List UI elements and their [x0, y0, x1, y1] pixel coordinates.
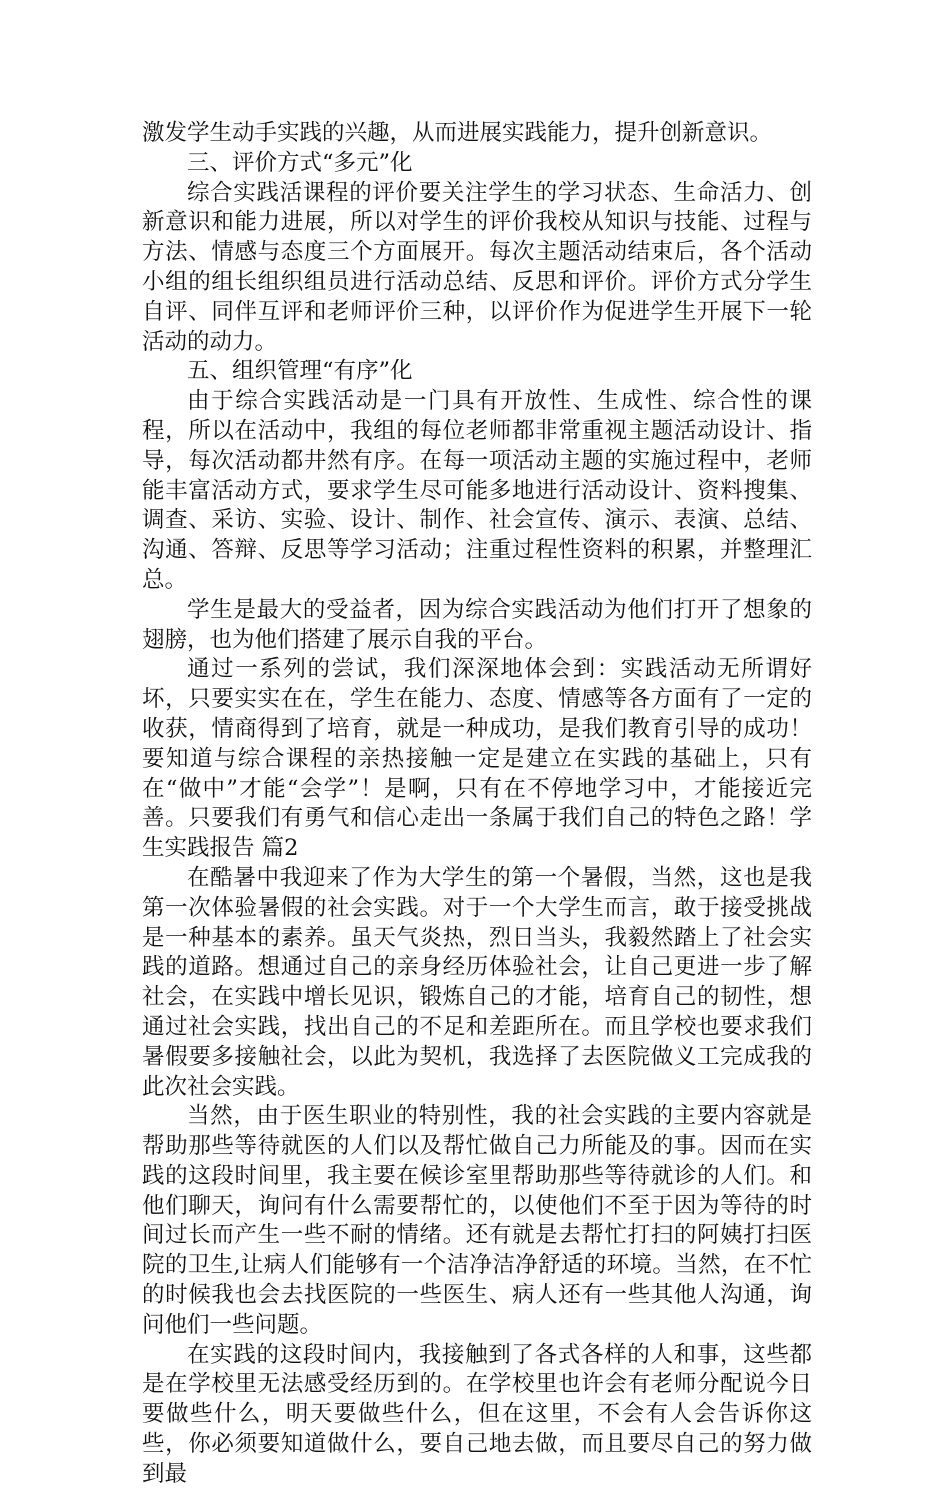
paragraph: 由于综合实践活动是一门具有开放性、生成性、综合性的课程，所以在活动中，我组的每位老师都非常重视主题活动设计、指导，每次活动都井然有序。在每一项活动主题的实施过程中，老师能丰富活动方式，要求学生尽可能多地进行活动设计、资料搜集、调查、采访、实验、设计、制作、社会宣传、演示、表演、总结、沟通、答辩、反思等学习活动；注重过程性资料的积累，并整理汇总。: [142, 388, 812, 593]
paragraph: 学生是最大的受益者，因为综合实践活动为他们打开了想象的翅膀，也为他们搭建了展示自我的平台。: [142, 596, 812, 653]
section-heading-evaluation: 三、评价方式“多元”化: [187, 149, 413, 176]
section-heading-management: 五、组织管理“有序”化: [187, 358, 413, 385]
paragraph: 通过一系列的尝试，我们深深地体会到：实践活动无所谓好坏，只要实实在在，学生在能力、态度、情感等各方面有了一定的收获，情商得到了培育，就是一种成功，是我们教育引导的成功！要知道与综合课程的亲热接触一定是建立在实践的基础上，只有在“做中”才能“会学”！是啊，只有在不停地学习中，才能接近完善。只要我们有勇气和信心走出一条属于我们自己的特色之路！学生实践报告 篇2: [142, 656, 812, 862]
paragraph: 综合实践活课程的评价要关注学生的学习状态、生命活力、创新意识和能力进展，所以对学生的评价我校从知识与技能、过程与方法、情感与态度三个方面展开。每次主题活动结束后，各个活动小组的组长组织组员进行活动总结、反思和评价。评价方式分学生自评、同伴互评和老师评价三种，以评价作为促进学生开展下一轮活动的动力。: [142, 179, 812, 355]
paragraph-continuation: 激发学生动手实践的兴趣，从而进展实践能力，提升创新意识。: [142, 120, 773, 146]
paragraph: 在酷暑中我迎来了作为大学生的第一个暑假，当然，这也是我第一次体验暑假的社会实践。对于一个大学生而言，敢于接受挑战是一种基本的素养。虽天气炎热，烈日当头，我毅然踏上了社会实践的道路。想通过自己的亲身经历体验社会，让自己更进一步了解社会，在实践中增长见识，锻炼自己的才能，培育自己的韧性，想通过社会实践，找出自己的不足和差距所在。而且学校也要求我们暑假要多接触社会，以此为契机，我选择了去医院做义工完成我的此次社会实践。: [142, 864, 812, 1100]
paragraph: 在实践的这段时间内，我接触到了各式各样的人和事，这些都是在学校里无法感受经历到的。在学校里也许会有老师分配说今日要做些什么，明天要做些什么，但在这里，不会有人会告诉你这些，你必须要知道做什么，要自己地去做，而且要尽自己的努力做到最: [142, 1341, 812, 1487]
paragraph: 当然，由于医生职业的特别性，我的社会实践的主要内容就是帮助那些等待就医的人们以及帮忙做自己力所能及的事。因而在实践的这段时间里，我主要在候诊室里帮助那些等待就诊的人们。和他们聊天，询问有什么需要帮忙的，以使他们不至于因为等待的时间过长而产生一些不耐的情绪。还有就是去帮忙打扫的阿姨打扫医院的卫生,让病人们能够有一个洁净洁净舒适的环境。当然，在不忙的时候我也会去找医院的一些医生、病人还有一些其他人沟通，询问他们一些问题。: [142, 1103, 812, 1338]
document-page: [142, 119, 812, 1490]
